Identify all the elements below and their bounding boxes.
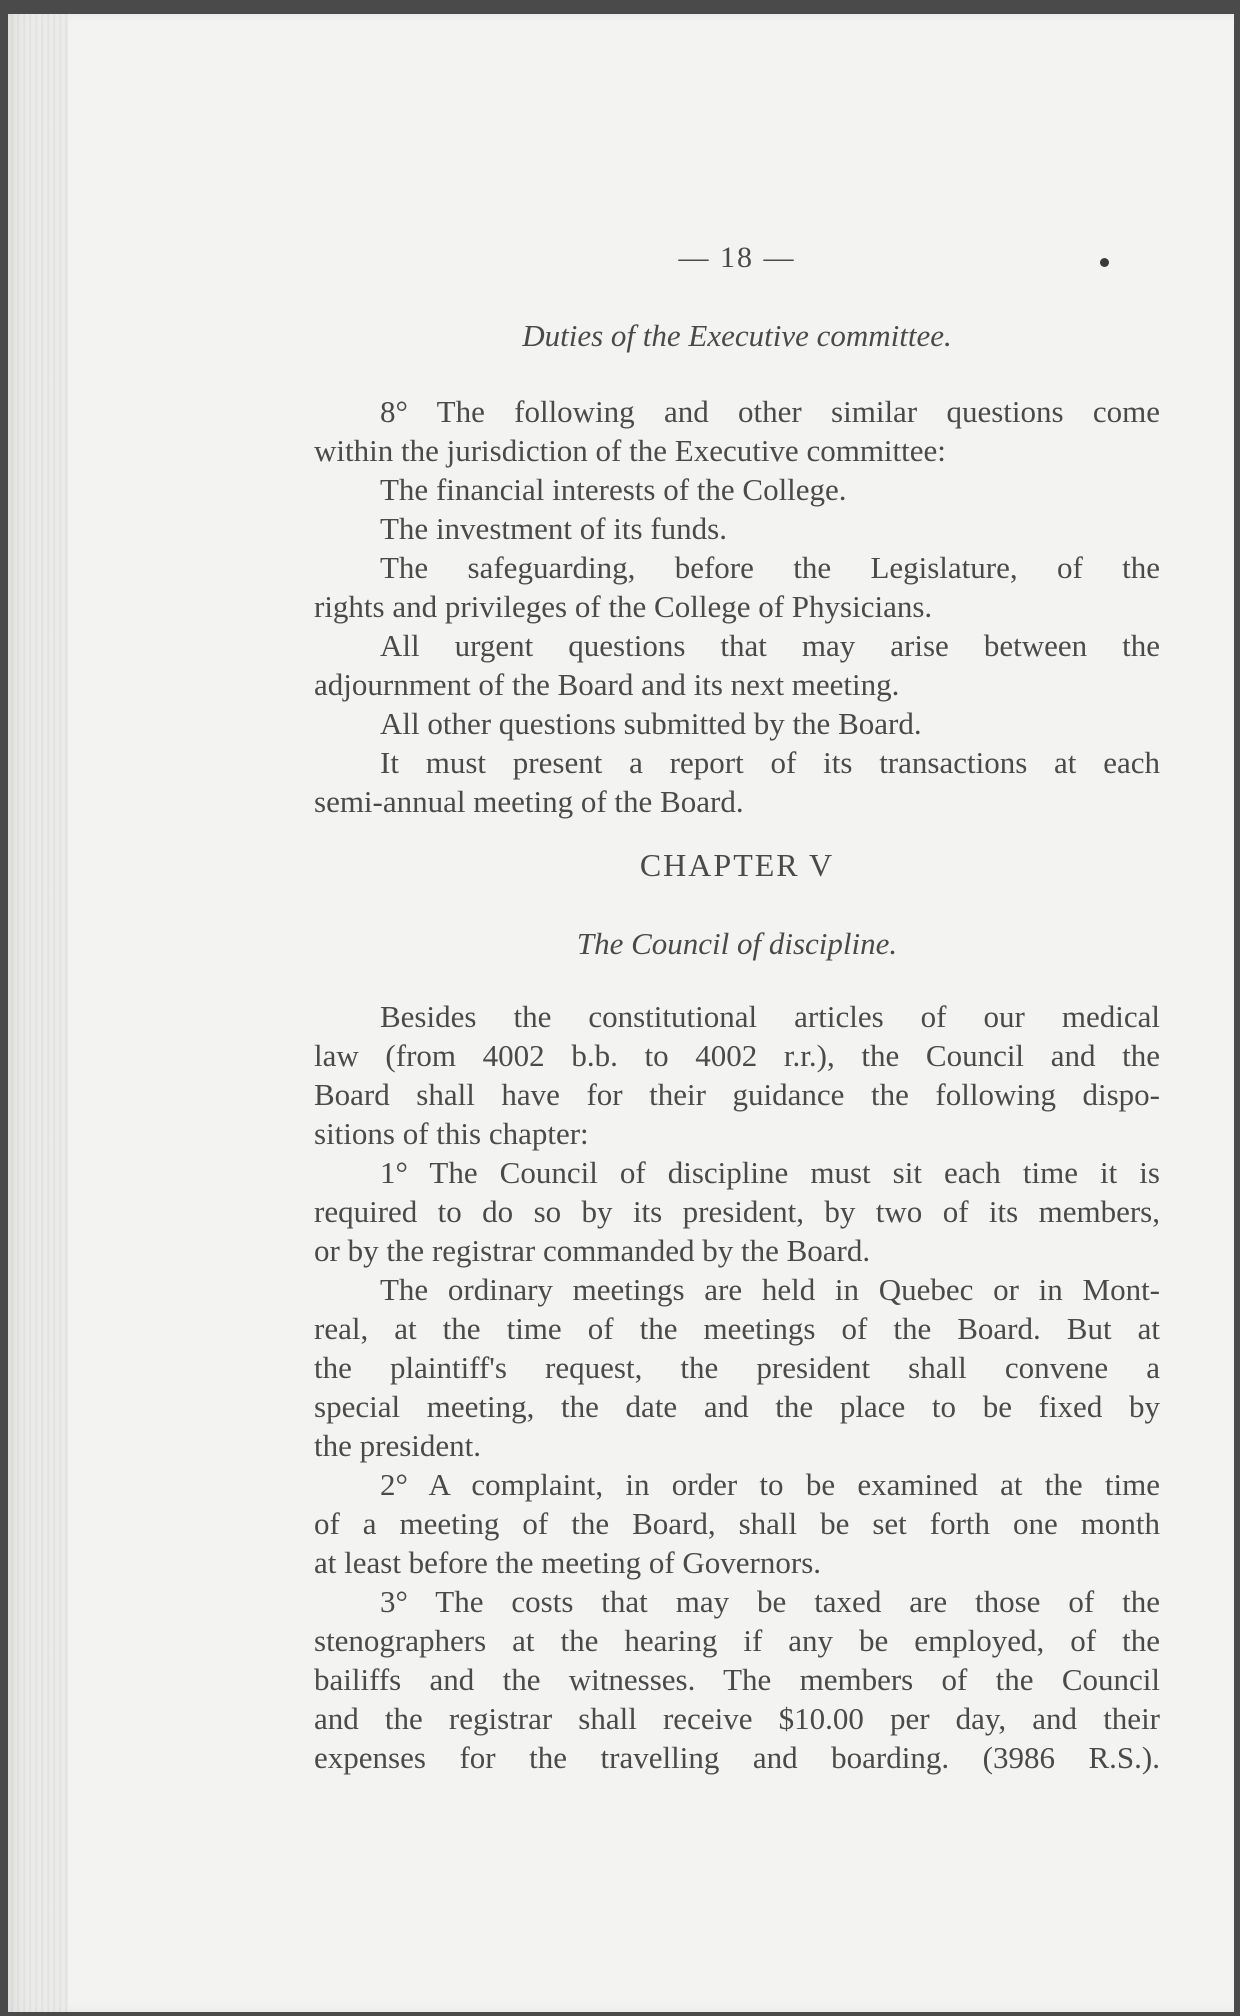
text-line: Besides the constitutional articles of our medical [380, 999, 1160, 1034]
chapter-title: CHAPTER V [639, 847, 835, 883]
section-council-of-discipline-body [314, 997, 1160, 1777]
text-line: sitions of this chapter: [314, 1116, 589, 1151]
text-line: required to do so by its president, by two of its members, [314, 1194, 1160, 1229]
section-heading-council-of-discipline: The Council of discipline. [576, 926, 898, 961]
text-line: Board shall have for their guidance the following dispo- [314, 1077, 1160, 1112]
text-line: All urgent questions that may arise between the [380, 628, 1160, 663]
text-line: stenographers at the hearing if any be employed, of the [314, 1623, 1160, 1658]
text-line: The ordinary meetings are held in Quebec or in Mont- [380, 1272, 1160, 1307]
text-line: within the jurisdiction of the Executive committee: [314, 433, 946, 468]
text-line: The investment of its funds. [380, 511, 727, 546]
text-line: The financial interests of the College. [380, 472, 847, 507]
scanned-page [8, 14, 1234, 2012]
text-line: at least before the meeting of Governors. [314, 1545, 822, 1580]
text-line: adjournment of the Board and its next meeting. [314, 667, 900, 702]
text-line: 8° The following and other similar questions come [380, 394, 1160, 429]
page-number: — 18 — [678, 241, 796, 274]
text-line: 3° The costs that may be taxed are those of the [380, 1584, 1160, 1619]
text-line: expenses for the travelling and boarding. (3986 R.S.). [314, 1740, 1160, 1775]
text-line: It must present a report of its transactions at each [380, 745, 1160, 780]
text-line: rights and privileges of the College of Physicians. [314, 589, 933, 624]
text-line: The safeguarding, before the Legislature, of the [380, 550, 1160, 585]
text-line: and the registrar shall receive $10.00 per day, and their [314, 1701, 1160, 1736]
text-line: the president. [314, 1428, 482, 1463]
text-line: 1° The Council of discipline must sit each time it is [380, 1155, 1160, 1190]
text-line: real, at the time of the meetings of the Board. But at [314, 1311, 1160, 1346]
text-line: the plaintiff's request, the president shall convene a [314, 1350, 1160, 1385]
page-edge-shadow [8, 14, 68, 2012]
text-line: semi-annual meeting of the Board. [314, 784, 744, 819]
text-line: special meeting, the date and the place to be fixed by [314, 1389, 1160, 1424]
text-line: bailiffs and the witnesses. The members of the Council [314, 1662, 1160, 1697]
text-line: or by the registrar commanded by the Board. [314, 1233, 871, 1268]
text-line: All other questions submitted by the Board. [380, 706, 922, 741]
section-heading-executive-committee: Duties of the Executive committee. [522, 318, 952, 353]
text-line: of a meeting of the Board, shall be set forth one month [314, 1506, 1160, 1541]
text-line: 2° A complaint, in order to be examined at the time [380, 1467, 1160, 1502]
text-line: law (from 4002 b.b. to 4002 r.r.), the Council and the [314, 1038, 1160, 1073]
printed-dot-mark [1100, 258, 1109, 267]
section-executive-committee-body [314, 392, 1160, 821]
